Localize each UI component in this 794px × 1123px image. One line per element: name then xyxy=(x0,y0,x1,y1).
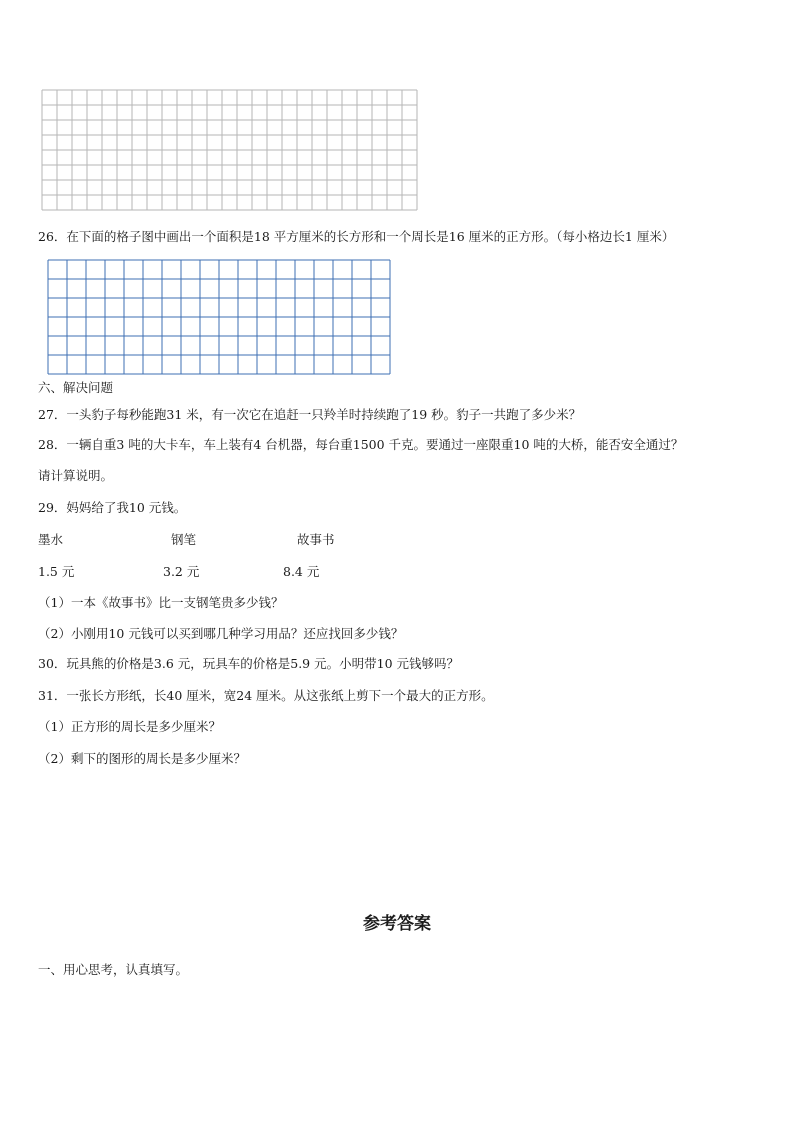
question-31-sub1: （1）正方形的周长是多少厘米？ xyxy=(38,719,221,734)
item-name-pen: 钢笔 xyxy=(171,532,197,547)
question-27: 27．一头豹子每秒能跑31 米，有一次它在追赶一只羚羊时持续跑了19 秒。豹子一共跑了多少米？ xyxy=(38,407,582,422)
question-29: 29．妈妈给了我10 元钱。 xyxy=(38,500,187,515)
grid-top xyxy=(41,89,419,211)
question-26 xyxy=(38,229,674,245)
answers-section-1: 一、用心思考，认真填写。 xyxy=(38,962,189,977)
answers-title: 参考答案 xyxy=(363,914,431,934)
item-price-storybook: 8.4 元 xyxy=(283,564,320,579)
question-26-text: 26．在下面的格子图中画出一个面积是18 平方厘米的长方形和一个周长是16 厘米的正方形。（每小格边长1 厘米） xyxy=(38,229,675,244)
question-31: 31．一张长方形纸，长40 厘米，宽24 厘米。从这张纸上剪下一个最大的正方形。 xyxy=(38,688,494,703)
grid-blue xyxy=(47,259,391,377)
question-29-sub1: （1）一本《故事书》比一支钢笔贵多少钱？ xyxy=(38,595,284,610)
question-28-line1: 28．一辆自重3 吨的大卡车，车上装有4 台机器，每台重1500 千克。要通过一座限重10 吨的大桥，能否安全通过？ xyxy=(38,437,684,452)
question-31-sub2: （2）剩下的图形的周长是多少厘米？ xyxy=(38,751,246,766)
item-name-ink: 墨水 xyxy=(38,532,64,547)
question-28-line2: 请计算说明。 xyxy=(38,468,114,483)
item-name-storybook: 故事书 xyxy=(297,532,335,547)
question-29-sub2: （2）小刚用10 元钱可以买到哪几种学习用品？还应找回多少钱？ xyxy=(38,626,404,641)
section-6-title: 六、解决问题 xyxy=(38,380,114,395)
item-price-ink: 1.5 元 xyxy=(38,564,75,579)
item-price-pen: 3.2 元 xyxy=(163,564,200,579)
question-30: 30．玩具熊的价格是3.6 元，玩具车的价格是5.9 元。小明带10 元钱够吗？ xyxy=(38,656,459,671)
